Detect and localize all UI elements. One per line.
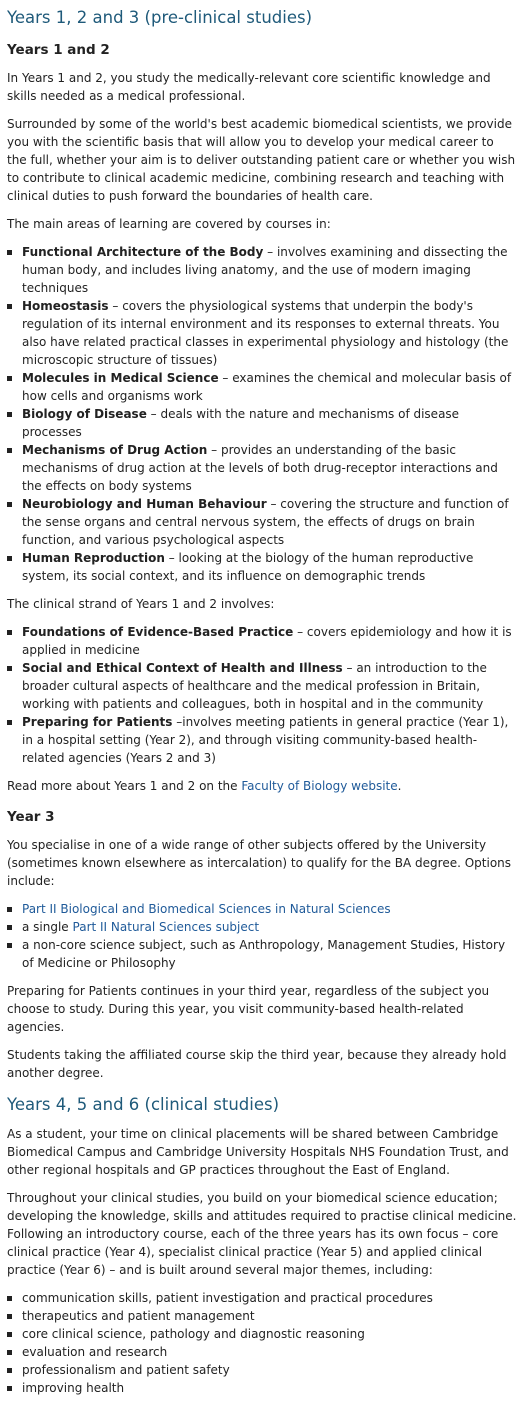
course-description: – covering the structure and function of the sense organs and central nervous system, the effects of drugs on brain function, and various psychological aspects (22, 497, 509, 547)
course-description: – provides an understanding of the basic mechanisms of drug action at the levels of both drug-receptor interactions and the effects on body systems (22, 443, 498, 493)
list-item (7, 713, 517, 767)
list-item (7, 369, 517, 405)
list-item (7, 936, 517, 972)
option-text: a single (22, 920, 73, 934)
course-name: Human Reproduction (22, 551, 165, 565)
section-heading-years-4-5-6: Years 4, 5 and 6 (clinical studies) (7, 1095, 280, 1114)
list-item (7, 441, 517, 495)
course-name: Homeostasis (22, 299, 109, 313)
paragraph-specialise: You specialise in one of a wide range of other subjects offered by the University (sometimes known elsewhere as intercalation) to qualify for the BA degree. Options include: (7, 838, 512, 888)
course-name: Mechanisms of Drug Action (22, 443, 208, 457)
list-item: evaluation and research (7, 1343, 517, 1361)
paragraph-preparing-for-patients: Preparing for Patients continues in your third year, regardless of the subject you choose to study. During this year, you visit community-based health-related agencies. (7, 984, 490, 1034)
course-name: Neurobiology and Human Behaviour (22, 497, 267, 511)
course-description: – involves examining and dissecting the human body, and includes living anatomy, and the use of modern imaging techniques (22, 245, 508, 295)
faculty-of-biology-link[interactable]: Faculty of Biology website (241, 779, 398, 793)
paragraph-clinical-studies: Throughout your clinical studies, you build on your biomedical science education; developing the knowledge, skills and attitudes required to practise clinical medicine. Following an introductory course, each of the three years has its own focus – core clinical practice (Year 4), specialist clinical practice (Year 5) and applied clinical practice (Year 6) – and is built around several major themes, including: (7, 1191, 517, 1277)
section-heading-years-1-2-3: Years 1, 2 and 3 (pre-clinical studies) (7, 8, 313, 27)
paragraph-main-areas: The main areas of learning are covered by courses in: (7, 217, 331, 231)
list-item (7, 659, 517, 713)
course-description: – examines the chemical and molecular basis of how cells and organisms work (22, 371, 512, 403)
course-description: – covers the physiological systems that underpin the body's regulation of its internal environment and its responses to external threats. You also have related practical classes in experimental physiology and histology (the microscopic structure of tissues) (22, 299, 509, 367)
subheading-year-3: Year 3 (7, 809, 55, 825)
paragraph-clinical-placements: As a student, your time on clinical placements will be shared between Cambridge Biomedical Campus and Cambridge University Hospitals NHS Foundation Trust, and other regional hospitals and GP practices throughout the East of England. (7, 1127, 509, 1177)
course-description: – looking at the biology of the human reproductive system, its social context, and its influence on demographic trends (22, 551, 474, 583)
subheading-years-1-2: Years 1 and 2 (7, 42, 110, 58)
list-item (7, 900, 517, 918)
natural-sciences-subject-link[interactable]: Part II Natural Sciences subject (72, 920, 260, 934)
list-item (7, 297, 517, 369)
list-item (7, 549, 517, 585)
list-item (7, 405, 517, 441)
list-item (7, 918, 517, 936)
paragraph-intro: In Years 1 and 2, you study the medically-relevant core scientific knowledge and skills needed as a medical professional. (7, 71, 491, 103)
course-name: Biology of Disease (22, 407, 147, 421)
strand-name: Preparing for Patients (22, 715, 173, 729)
list-item (7, 623, 517, 659)
option-text: a non-core science subject, such as Anthropology, Management Studies, History of Medicine or Philosophy (22, 938, 506, 970)
clinical-themes-list (7, 1289, 517, 1397)
list-item: core clinical science, pathology and diagnostic reasoning (7, 1325, 517, 1343)
list-item: professionalism and patient safety (7, 1361, 517, 1379)
clinical-strand-list (7, 623, 517, 767)
read-more-text: Read more about Years 1 and 2 on the (7, 779, 242, 793)
strand-description: – covers epidemiology and how it is applied in medicine (22, 625, 512, 657)
year3-options-list (7, 900, 517, 972)
list-item (7, 495, 517, 549)
paragraph-read-more (7, 777, 517, 795)
course-list (7, 243, 517, 585)
course-name: Functional Architecture of the Body (22, 245, 264, 259)
list-item: communication skills, patient investigation and practical procedures (7, 1289, 517, 1307)
paragraph-scientific-basis: Surrounded by some of the world's best academic biomedical scientists, we provide you with the scientific basis that will allow you to develop your medical career to the full, whether your aim is to deliver outstanding patient care or whether you wish to contribute to clinical academic medicine, combining research and teaching with clinical duties to push forward the boundaries of health care. (7, 117, 516, 203)
list-item: improving health (7, 1379, 517, 1397)
paragraph-clinical-strand: The clinical strand of Years 1 and 2 involves: (7, 597, 275, 611)
strand-description: –involves meeting patients in general practice (Year 1), in a hospital setting (Year 2), and through visiting community-based health-related agencies (Years 2 and 3) (22, 715, 509, 765)
course-description: – deals with the nature and mechanisms of disease processes (22, 407, 460, 439)
biological-biomedical-sciences-link[interactable]: Part II Biological and Biomedical Sciences in Natural Sciences (22, 902, 391, 916)
strand-description: – an introduction to the broader cultural aspects of healthcare and the medical profession in Britain, working with patients and colleagues, both in hospital and in the community (22, 661, 487, 711)
list-item: therapeutics and patient management (7, 1307, 517, 1325)
course-name: Molecules in Medical Science (22, 371, 219, 385)
paragraph-affiliated-course: Students taking the affiliated course skip the third year, because they already hold another degree. (7, 1048, 507, 1080)
list-item (7, 243, 517, 297)
strand-name: Social and Ethical Context of Health and Illness (22, 661, 343, 675)
read-more-period: . (397, 779, 402, 793)
strand-name: Foundations of Evidence-Based Practice (22, 625, 294, 639)
